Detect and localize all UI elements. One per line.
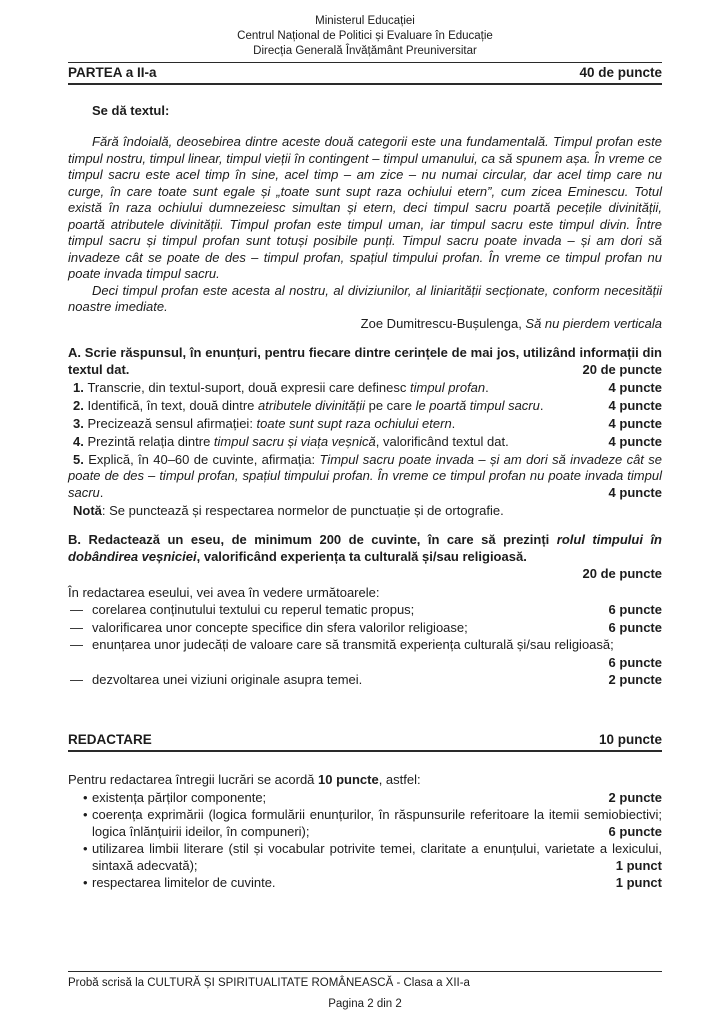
requirement-item xyxy=(68,452,662,502)
part-title-row xyxy=(68,62,662,85)
criteria-text: respectarea limitelor de cuvinte. xyxy=(92,875,276,891)
text-intro-label: Se dă textul: xyxy=(92,102,170,118)
blank-space xyxy=(68,893,662,971)
section-b-items xyxy=(68,602,662,689)
text-segment: 10 puncte xyxy=(318,772,379,788)
bullet-marker: • xyxy=(83,875,88,891)
quote-block xyxy=(68,134,662,332)
text-segment: rolul timpului în dobândirea veșniciei xyxy=(68,532,662,564)
text-segment: Timpul sacru poate invada – și am dori să invadeze cât se poate de des – timpul profan, spațiul timpului profan. În vreme ce timpul profan nu poate invada timpul sacru xyxy=(68,451,662,500)
text-segment: Explică, în 40–60 de cuvinte, afirmația: xyxy=(88,451,320,467)
criteria-points: 6 puncte xyxy=(608,823,662,839)
requirement-item xyxy=(68,380,662,397)
criteria-points: 6 puncte xyxy=(608,619,662,635)
text-segment: timpul profan xyxy=(409,379,486,395)
text-segment: . xyxy=(451,415,456,431)
criteria-text: enunțarea unor judecăți de valoare care să transmită experiența culturală și/sau religioasă; xyxy=(92,637,614,653)
redactare-title: REDACTARE xyxy=(68,731,152,747)
criteria-points: 1 punct xyxy=(615,875,662,891)
header-center: Centrul Național de Politici și Evaluare în Educație xyxy=(237,29,493,42)
criteria-item xyxy=(68,602,662,619)
bullet-marker: — xyxy=(70,637,83,653)
item-number: 2. xyxy=(73,397,88,413)
item-points: 4 puncte xyxy=(608,397,662,413)
item-points: 4 puncte xyxy=(608,484,662,500)
criteria-points: 6 puncte xyxy=(608,602,662,618)
item-points: 4 puncte xyxy=(608,415,662,431)
text-segment: Precizează sensul afirmației: xyxy=(87,415,257,431)
item-number: 5. xyxy=(73,451,89,467)
redactare-section xyxy=(68,770,662,893)
header-directorate: Direcția Generală Învățământ Preuniversitar xyxy=(253,44,477,57)
section-a-items xyxy=(68,380,662,502)
text-segment: Prezintă relația dintre xyxy=(87,433,214,449)
text-segment: timpul sacru și viața veșnică xyxy=(213,433,376,449)
criteria-points: 1 punct xyxy=(615,857,662,873)
criteria-points: 2 puncte xyxy=(608,672,662,688)
attribution-author: Zoe Dumitrescu-Bușulenga, xyxy=(360,315,526,331)
criteria-item xyxy=(68,672,662,689)
criteria-points: 2 puncte xyxy=(608,789,662,805)
bullet-marker: • xyxy=(83,789,88,805)
text-segment: . xyxy=(539,397,544,413)
text-segment: Transcrie, din textul-suport, două expresii care definesc xyxy=(87,379,410,395)
section-a-points: 20 de puncte xyxy=(582,361,662,377)
criteria-text: corelarea conținutului textului cu reperul tematic propus; xyxy=(92,602,415,618)
note-label: Notă xyxy=(73,502,102,518)
bullet-marker: — xyxy=(70,672,83,688)
text-segment: pe care xyxy=(364,397,416,413)
criteria-text: coerența exprimării (logica formulării enunțurilor, în răspunsurile referitoare la itemii semiobiectivi; logica înlănțuirii ideilor, în compuneri); xyxy=(92,807,662,839)
text-segment: . xyxy=(485,379,489,395)
item-points: 4 puncte xyxy=(608,379,662,395)
criteria-item xyxy=(68,875,662,892)
section-a-note xyxy=(68,503,662,520)
criteria-item xyxy=(68,790,662,807)
part-points: 40 de puncte xyxy=(579,64,662,80)
section-b xyxy=(68,532,662,690)
header-ministry: Ministerul Educației xyxy=(315,15,415,27)
redactare-items xyxy=(68,790,662,892)
section-b-points: 20 de puncte xyxy=(582,566,662,582)
criteria-points: 6 puncte xyxy=(608,654,662,670)
item-points: 4 puncte xyxy=(608,433,662,449)
text-segment: atributele divinității xyxy=(258,397,365,413)
section-a xyxy=(68,345,662,519)
text-segment: . xyxy=(99,484,104,500)
text-segment: Identifică, în text, două dintre xyxy=(87,397,259,413)
quote-attribution xyxy=(68,316,662,333)
attribution-work-title: Să nu pierdem verticala xyxy=(525,315,662,331)
criteria-item xyxy=(68,637,662,654)
bullet-marker: • xyxy=(83,841,88,857)
footer-page-number: Pagina 2 din 2 xyxy=(328,998,402,1011)
criteria-text: existența părților componente; xyxy=(92,789,267,805)
text-segment: , valorificând textul dat. xyxy=(375,433,509,449)
bullet-marker: — xyxy=(70,602,83,618)
text-segment: le poartă timpul sacru xyxy=(415,397,540,413)
document-header xyxy=(68,14,662,59)
redactare-points: 10 puncte xyxy=(598,731,662,747)
bullet-marker: • xyxy=(83,807,88,823)
requirement-item xyxy=(68,434,662,451)
redactare-lead xyxy=(68,772,662,789)
note-text: : Se punctează și respectarea normelor de punctuație și de ortografie. xyxy=(101,502,504,518)
text-segment: . xyxy=(523,548,527,564)
document-footer xyxy=(68,971,662,1012)
item-number: 1. xyxy=(73,379,88,395)
section-a-heading-text: A. Scrie răspunsul, în enunțuri, pentru fiecare dintre cerințele de mai jos, utilizând informații din textul dat. xyxy=(68,345,662,377)
quote-paragraph-2: Deci timpul profan este acesta al nostru, al diviziunilor, al liniarității secționate, conform necesității noastre imediate. xyxy=(68,282,662,315)
text-segment: B. Redactează un eseu, de minimum 200 de cuvinte, în care să prezinți xyxy=(68,532,557,548)
criteria-item xyxy=(68,620,662,637)
part-title: PARTEA a II-a xyxy=(68,64,157,80)
quote-paragraph-1: Fără îndoială, deosebirea dintre aceste două categorii este una fundamentală. Timpul profan este timpul nostru, timpul linear, timpul vieții în contingent – timpul umanului, ca să spunem așa. În vreme ce timpul sacru este acel timp în sine, acel timp – am zice – nu numai circular, dar acel timp care nu curge, în care toate sunt egale și „toate sunt supt raza ochiului etern”, cum zicea Eminescu. Totul există în raza ochiului dumnezeiesc simultan și etern, deci timpul sacru poartă pecețile divinității, poartă atributele divinității. Timpul profan este timpul uman, iar timpul sacru este timpul divin. Între timpul sacru și timpul profan sunt totuși posibile punți. Timpul sacru poate invada – și am dori să invadeze cât se poate de des – timpul profan, spațiul timpului profan. În vreme ce timpul profan nu poate invada timpul sacru. xyxy=(68,134,662,282)
text-segment: Pentru redactarea întregii lucrări se acordă xyxy=(68,772,319,788)
text-segment: , astfel: xyxy=(378,772,421,788)
bullet-marker: — xyxy=(70,619,83,635)
section-b-lead: În redactarea eseului, vei avea în vedere următoarele: xyxy=(68,584,380,600)
criteria-item xyxy=(68,841,662,874)
redactare-title-row xyxy=(68,730,662,752)
criteria-item xyxy=(68,807,662,840)
footer-exam-label: Probă scrisă la CULTURĂ ȘI SPIRITUALITATE ROMÂNEASCĂ - Clasa a XII-a xyxy=(68,976,470,989)
requirement-item xyxy=(68,398,662,415)
item-number: 4. xyxy=(73,433,88,449)
requirement-item xyxy=(68,416,662,433)
criteria-text: dezvoltarea unei viziuni originale asupra temei. xyxy=(92,672,363,688)
text-segment: toate sunt supt raza ochiului etern xyxy=(256,415,452,431)
criteria-text: utilizarea limbii literare (stil și vocabular potrivite temei, claritate a enunțului, varietate a lexicului, sintaxă adecvată); xyxy=(92,841,662,873)
section-a-heading xyxy=(68,345,662,378)
item-number: 3. xyxy=(73,415,88,431)
section-b-heading xyxy=(68,532,662,565)
criteria-text: valorificarea unor concepte specifice din sfera valorilor religioase; xyxy=(92,619,468,635)
text-segment: , valorificând experiența ta culturală și/sau religioasă xyxy=(196,548,524,564)
